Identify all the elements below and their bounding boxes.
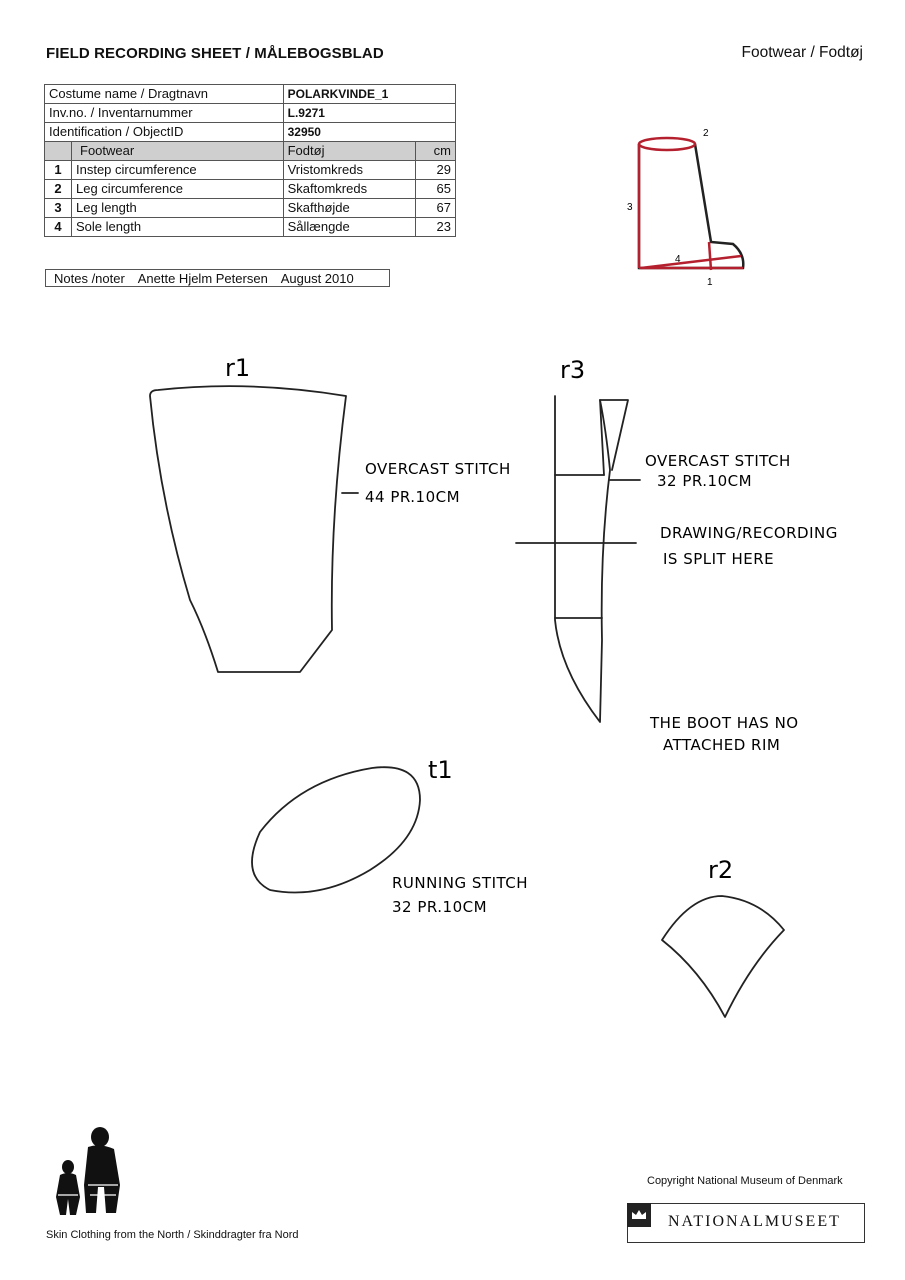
row-number: 1 [45,161,72,180]
row-value: 65 [416,180,456,199]
crown-icon [627,1203,651,1227]
project-footer-text: Skin Clothing from the North / Skinddragter fra Nord [46,1229,299,1241]
split-note-line-1: DRAWING/RECORDING [660,524,838,542]
info-table [44,84,456,237]
row-label-en: Leg circumference [72,180,284,199]
notes-box [45,269,390,287]
header-unit: cm [416,142,456,161]
r1-stitch-type: OVERCAST STITCH [365,460,511,478]
pattern-drawings [0,300,905,1060]
skin-clothing-logo [50,1125,125,1220]
measurement-header-row [45,142,456,161]
object-id-value: 32950 [283,123,455,142]
measurement-row [45,199,456,218]
piece-r1-outline [150,386,346,672]
museum-name: NATIONALMUSEET [668,1213,841,1230]
row-label-da: Sållængde [283,218,416,237]
piece-label-t1: t1 [428,756,453,784]
t1-stitch-density: 32 PR.10CM [392,898,488,916]
row-number: 4 [45,218,72,237]
row-number: 2 [45,180,72,199]
notes-label: Notes /noter [54,271,125,286]
copyright-text: Copyright National Museum of Denmark [647,1175,843,1187]
piece-r2-outline [662,896,784,1017]
row-label-da: Skafthøjde [283,199,416,218]
notes-date: August 2010 [280,271,354,286]
leg-circumference-line [639,138,695,150]
t1-stitch-type: RUNNING STITCH [392,874,529,892]
row-label-da: Skaftomkreds [283,180,416,199]
row-label-da: Vristomkreds [283,161,416,180]
object-id-label: Identification / ObjectID [45,123,284,142]
split-note-line-2: IS SPLIT HERE [663,550,775,568]
sheet-title: FIELD RECORDING SHEET / MÅLEBOGSBLAD [46,45,384,62]
row-number: 3 [45,199,72,218]
r3-stitch-density: 32 PR.10CM [657,472,753,490]
inv-no-value: L.9271 [283,104,455,123]
measurement-row [45,218,456,237]
boot-measurement-diagram [615,122,755,292]
row-label-en: Sole length [72,218,284,237]
inv-no-label: Inv.no. / Inventarnummer [45,104,284,123]
piece-label-r2: r2 [708,856,734,884]
header-footwear: Footwear [72,142,284,161]
row-value: 29 [416,161,456,180]
diagram-number-2: 2 [703,128,709,139]
diagram-number-1: 1 [707,277,713,288]
row-value: 67 [416,199,456,218]
piece-label-r3: r3 [560,356,586,384]
r3-stitch-type: OVERCAST STITCH [645,452,791,470]
row-value: 23 [416,218,456,237]
measurement-row [45,180,456,199]
sole-length-line [641,256,741,268]
r1-stitch-density: 44 PR.10CM [365,488,461,506]
piece-label-r1: r1 [225,354,251,382]
boot-outline [639,144,743,268]
measurement-row [45,161,456,180]
rim-note-line-1: THE BOOT HAS NO [650,714,799,732]
diagram-number-4: 4 [675,254,681,265]
category-label: Footwear / Fodtøj [741,44,863,61]
costume-name-value: POLARKVINDE_1 [283,85,455,104]
piece-r3-outline [555,396,628,722]
instep-line [709,242,711,270]
header-fodtoj: Fodtøj [283,142,416,161]
rim-note-line-2: ATTACHED RIM [663,736,781,754]
notes-author: Anette Hjelm Petersen [137,271,268,286]
row-label-en: Leg length [72,199,284,218]
costume-name-label: Costume name / Dragtnavn [45,85,284,104]
diagram-number-3: 3 [627,202,633,213]
row-label-en: Instep circumference [72,161,284,180]
